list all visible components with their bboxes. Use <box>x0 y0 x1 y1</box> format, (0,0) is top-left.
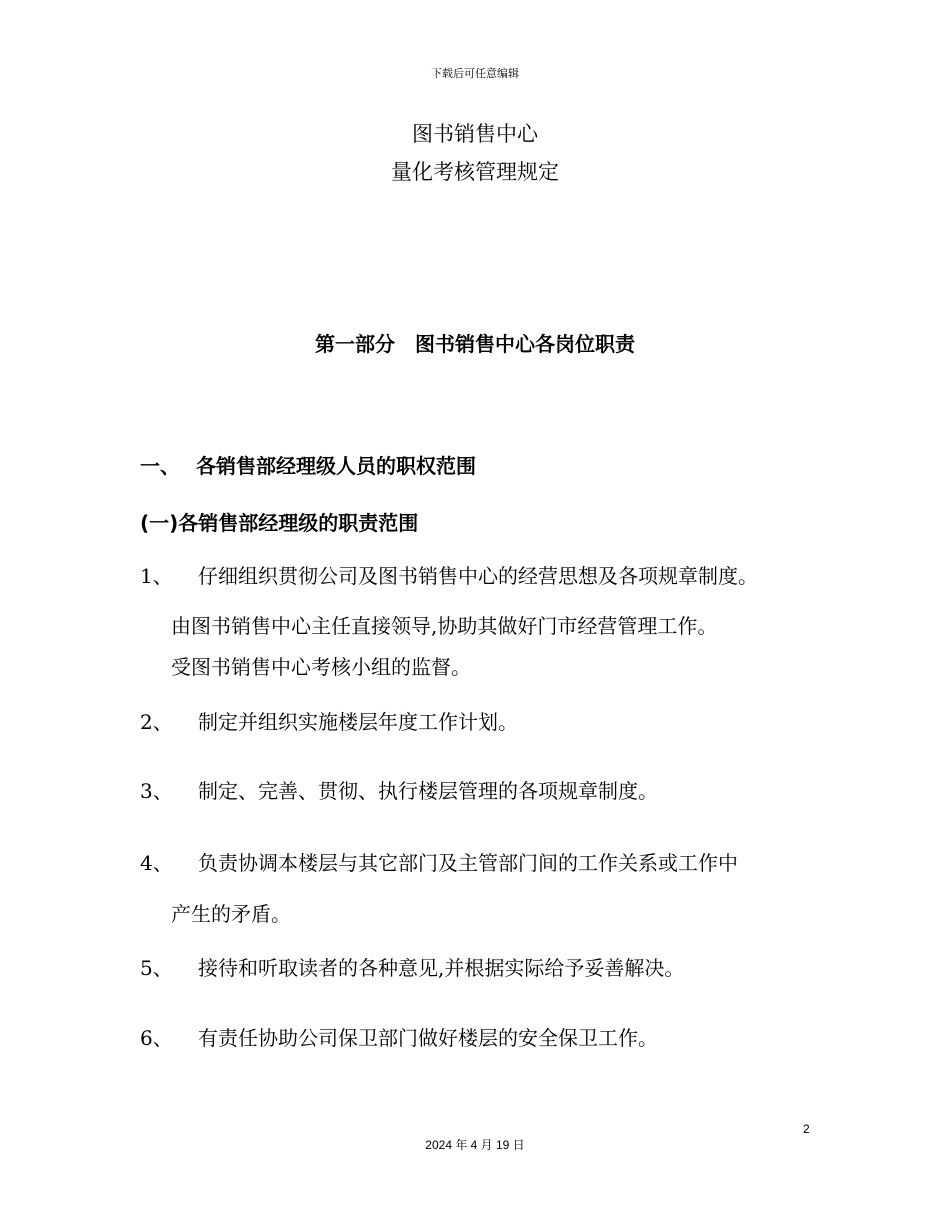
list-item <box>140 847 738 876</box>
item-number: 3、 <box>140 779 173 803</box>
item-text: 制定并组织实施楼层年度工作计划。 <box>198 710 518 734</box>
section-number: 一、 <box>140 454 180 478</box>
document-subtitle: 量化考核管理规定 <box>391 160 559 184</box>
list-item <box>140 952 684 981</box>
item-text: 接待和听取读者的各种意见,并根据实际给予妥善解决。 <box>198 956 685 980</box>
list-item <box>140 1022 658 1051</box>
list-item <box>140 560 758 589</box>
item-number: 1、 <box>140 564 173 588</box>
item-continuation: 受图书销售中心考核小组的监督。 <box>171 655 471 679</box>
item-number: 6、 <box>140 1026 173 1050</box>
section-heading <box>140 450 476 479</box>
item-text: 负责协调本楼层与其它部门及主管部门间的工作关系或工作中 <box>198 851 738 875</box>
list-item <box>140 706 518 735</box>
item-text: 仔细组织贯彻公司及图书销售中心的经营思想及各项规章制度。 <box>198 564 758 588</box>
item-number: 2、 <box>140 710 173 734</box>
document-title: 图书销售中心 <box>412 122 538 146</box>
item-continuation: 产生的矛盾。 <box>171 902 291 926</box>
item-number: 4、 <box>140 851 173 875</box>
item-text: 有责任协助公司保卫部门做好楼层的安全保卫工作。 <box>198 1026 658 1050</box>
page-footer-date: 2024 年 4 月 19 日 <box>425 1138 525 1152</box>
item-continuation: 由图书销售中心主任直接领导,协助其做好门市经营管理工作。 <box>171 614 718 638</box>
subsection-heading: (一)各销售部经理级的职责范围 <box>140 511 419 535</box>
page-header: 下载后可任意编辑 <box>431 67 519 80</box>
item-text: 制定、完善、贯彻、执行楼层管理的各项规章制度。 <box>198 779 658 803</box>
page-number: 2 <box>803 1122 810 1136</box>
section-title: 各销售部经理级人员的职权范围 <box>196 454 476 478</box>
list-item <box>140 775 658 804</box>
part-heading: 第一部分 图书销售中心各岗位职责 <box>315 332 635 356</box>
item-number: 5、 <box>140 956 173 980</box>
